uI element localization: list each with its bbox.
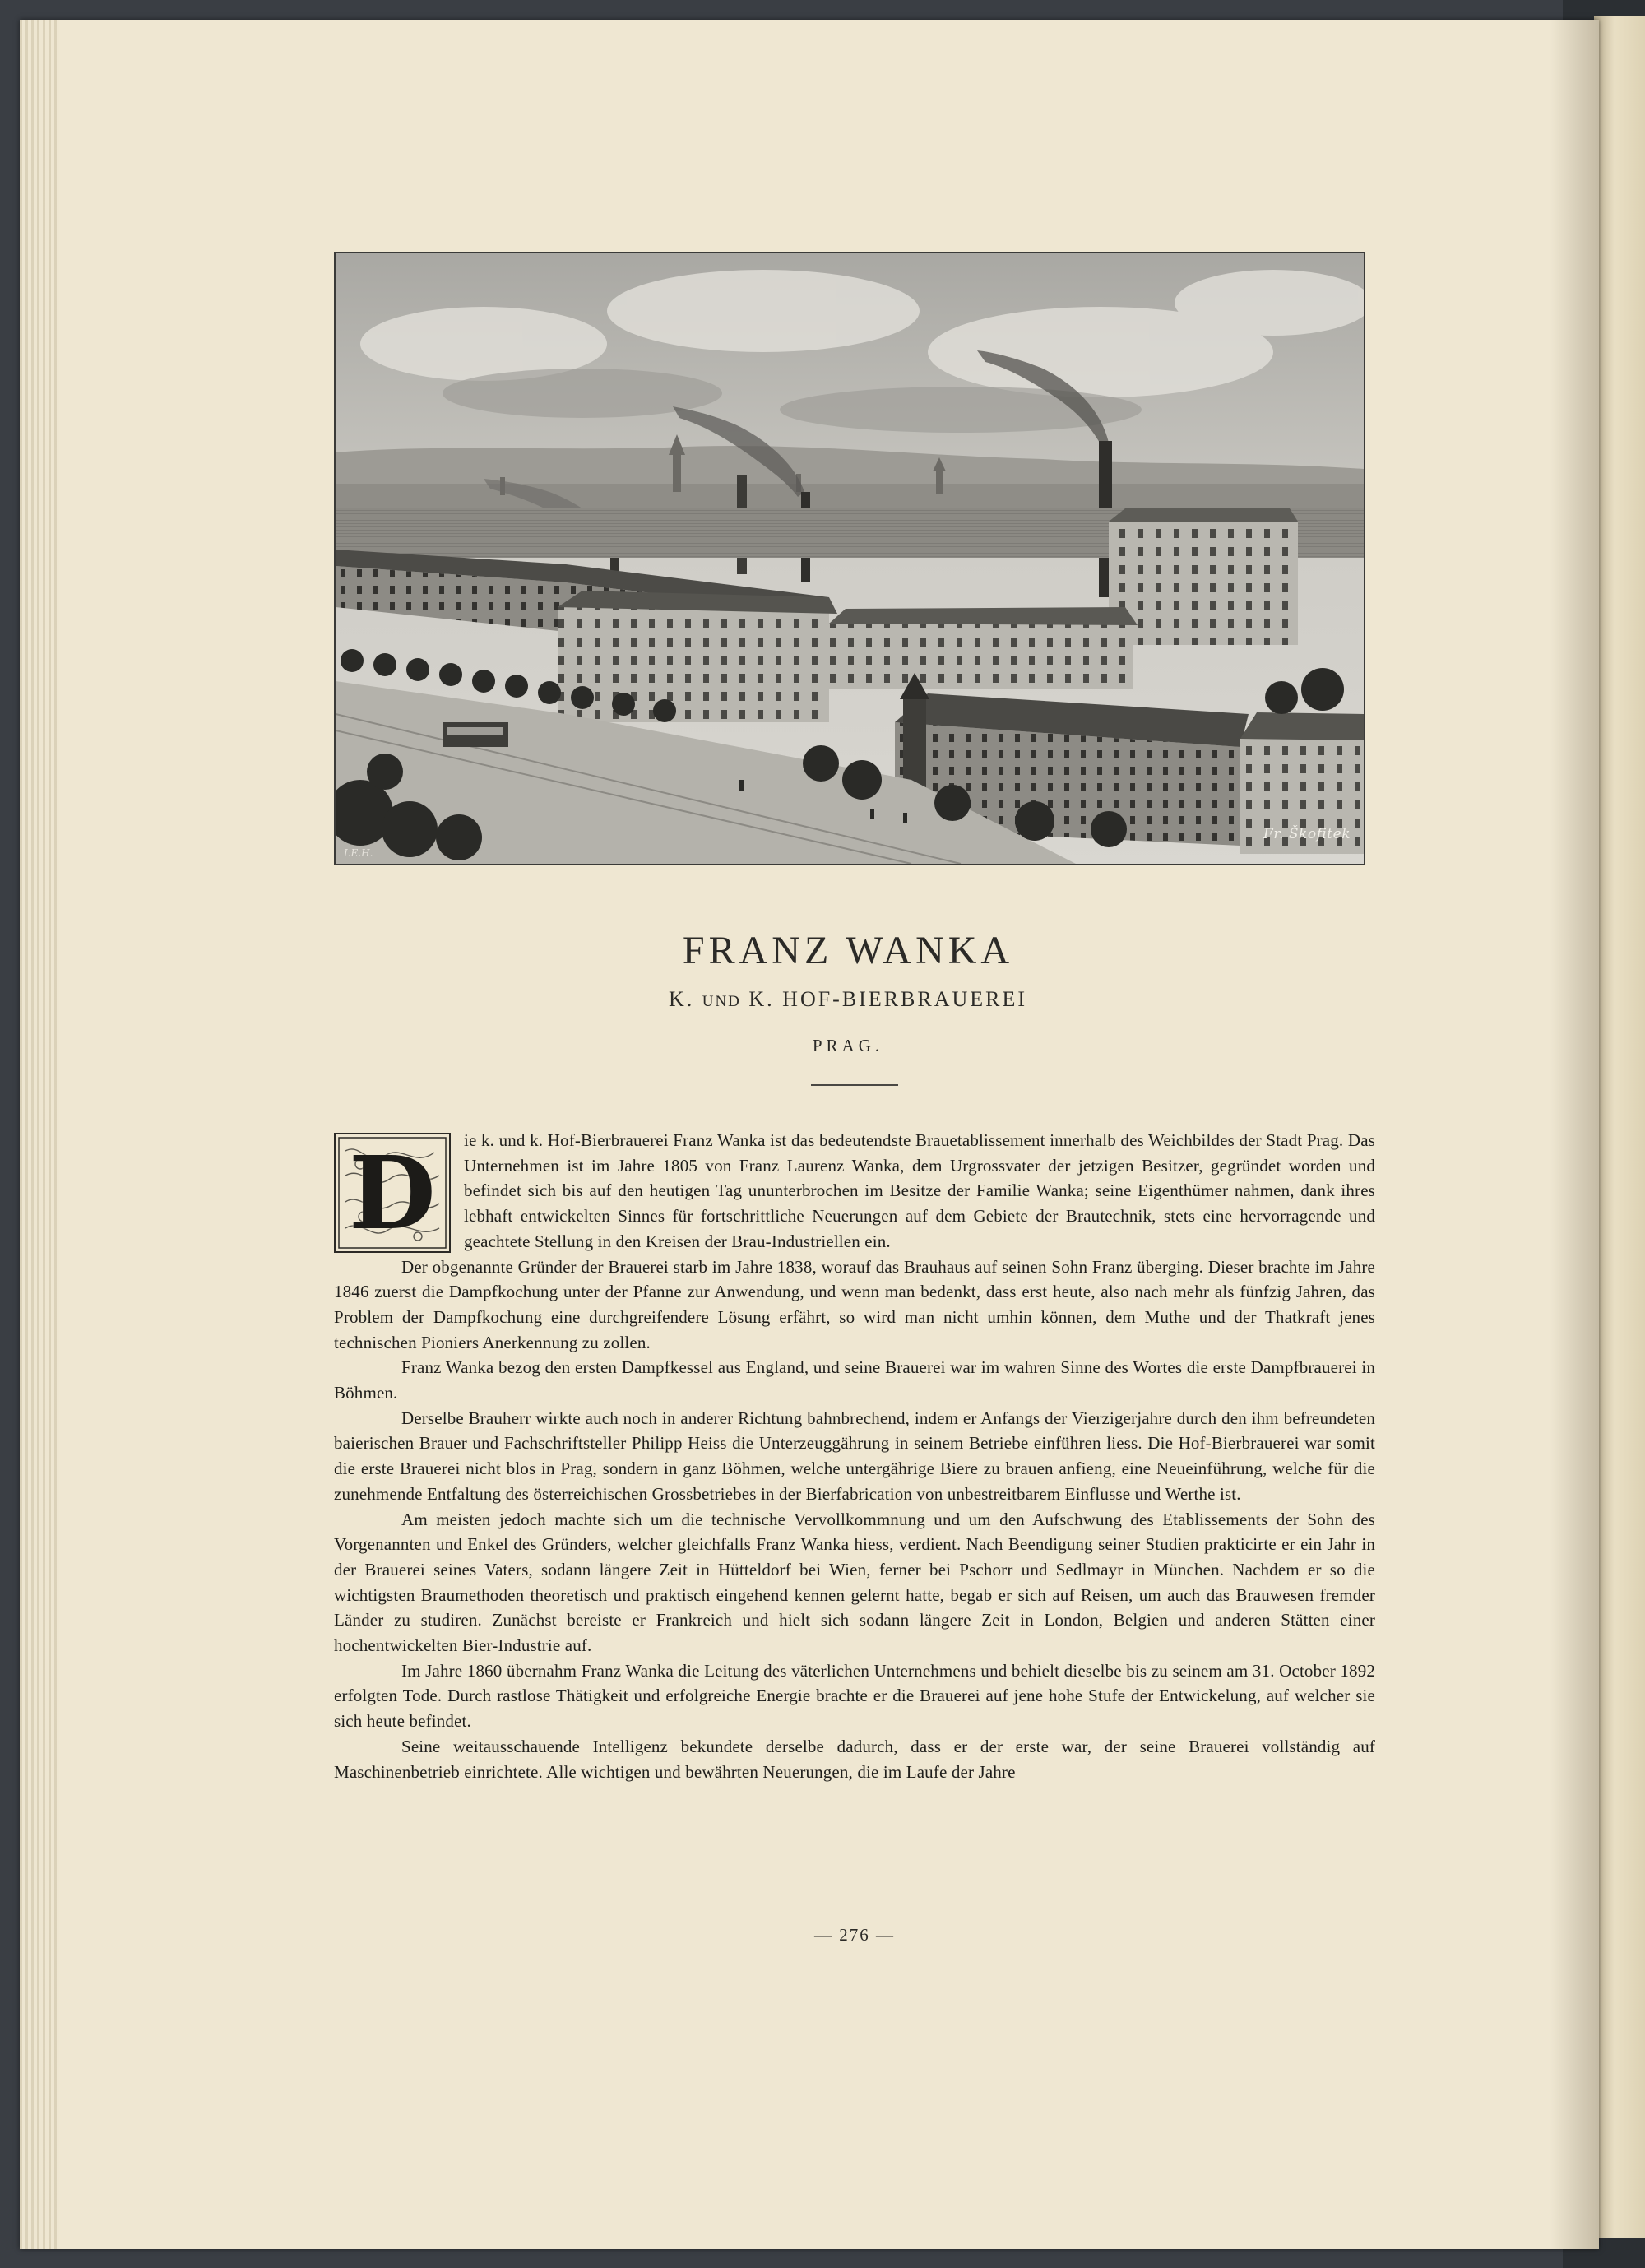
divider-rule [811, 1084, 898, 1086]
drop-cap-letter: D [349, 1134, 436, 1252]
drop-cap [334, 1133, 451, 1253]
paragraph [334, 1128, 1375, 1255]
article-body [334, 1128, 1375, 1784]
paragraph: Franz Wanka bezog den ersten Dampfkessel aus England, und seine Brauerei war im wahren Sinne des Wortes die erste Dampfbrauerei in Böhmen. [334, 1357, 1375, 1403]
paragraph-text: ie k. und k. Hof-Bierbrauerei Franz Wanka ist das bedeutendste Brauetablissement innerhalb des Weichbildes der Stadt Prag. Das Unternehmen ist im Jahre 1805 von Franz Laurenz Wanka, dem Urgrossvater der jetzigen Besitzer, gegründet worden und befindet sich bis auf den heutigen Tag ununterbrochen im Besitze der Familie Wanka; seine Eigenthümer nahmen, dank ihres lebhaft entwickelten Sinnes für fortschrittliche Neuerungen auf dem Gebiete der Brautechnik, stets eine hervorragende und geachtete Stellung in den Kreisen der Brau-Industriellen ein. [464, 1130, 1375, 1251]
subtitle-prefix: K. [668, 987, 695, 1011]
gutter-shadow [1550, 20, 1599, 2249]
subtitle [334, 987, 1362, 1012]
engraver-mark: I.E.H. [344, 847, 373, 859]
artist-signature: Fr. Škofitek [1263, 826, 1351, 842]
subtitle-und: UND [702, 993, 741, 1010]
next-page-edge [1594, 16, 1645, 2238]
city: PRAG. [812, 1036, 884, 1055]
page-title: FRANZ WANKA [682, 929, 1014, 972]
paragraph: Der obgenannte Gründer der Brauerei starb im Jahre 1838, worauf das Brauhaus auf seinen Sohn Franz überging. Dieser brachte im Jahre 1846 zuerst die Dampfkochung unter der Pfanne zur Anwendung, und wenn man bedenkt, dass erst heute, also nach mehr als fünfzig Jahren, das Problem der Dampfkochung eine durchgreifendere Lösung erfährt, so wird man nicht umhin können, dem Muthe und der Thatkraft jenes technischen Pioniers Anerkennung zu zollen. [334, 1256, 1375, 1352]
brewery-illustration [334, 252, 1365, 865]
paragraph: Im Jahre 1860 übernahm Franz Wanka die Leitung des väterlichen Unternehmens und behielt dieselbe bis zu seinem am 31. October 1892 erfolgten Tode. Durch rastlose Thätigkeit und erfolgreiche Energie brachte er die Brauerei auf jene hohe Stufe der Entwickelung, auf welcher sie sich heute befindet. [334, 1660, 1375, 1732]
paragraph: Am meisten jedoch machte sich um die technische Vervollkommnung und um den Aufschwung des Etablissements der Sohn des Vorgenannten und Enkel des Gründers, welcher gleichfalls Franz Wanka hiess, verdient. Nach Beendigung seiner Studien prakticirte er ein Jahr in der Brauerei seines Vaters, sodann längere Zeit in Hütteldorf bei Wien, ferner bei Pschorr und Sedlmayr in München. Nachdem er so die wichtigsten Braumethoden theoretisch und praktisch eingehend kennen gelernt hatte, begab er sich auf Reisen, um auch das Brauwesen fremder Länder zu studiren. Zunächst bereiste er Frankreich und hielt sich sodann längere Zeit in London, Belgien und anderen Stätten einer hochentwickelten Bier-Industrie auf. [334, 1509, 1375, 1656]
brewery-engraving [336, 253, 1364, 864]
subtitle-suffix: K. HOF-BIERBRAUEREI [748, 987, 1028, 1011]
paragraph: Derselbe Brauherr wirkte auch noch in anderer Richtung bahnbrechend, indem er Anfangs der Vierzigerjahre durch den ihm befreundeten baierischen Brauer und Fachschriftsteller Philipp Heiss die Unterzeuggährung in seinem Betriebe einführen liess. Die Hof-Bierbrauerei war somit die erste Brauerei nicht blos in Prag, sondern in ganz Böhmen, welche untergährige Biere zu brauen anfieng, eine Neueinführung, welche für die zunehmende Entfaltung des österreichischen Grossbetriebes in der Bierfabrication von unbestreitbarem Einflusse und Werthe ist. [334, 1408, 1375, 1504]
paragraph: Seine weitausschauende Intelligenz bekundete derselbe dadurch, dass er der erste war, der seine Brauerei vollständig auf Maschinenbetrieb einrichtete. Alle wichtigen und bewährten Neuerungen, die im Laufe der Jahre [334, 1736, 1375, 1782]
page-edges [20, 20, 59, 2249]
page-number: — 276 — [814, 1925, 895, 1945]
